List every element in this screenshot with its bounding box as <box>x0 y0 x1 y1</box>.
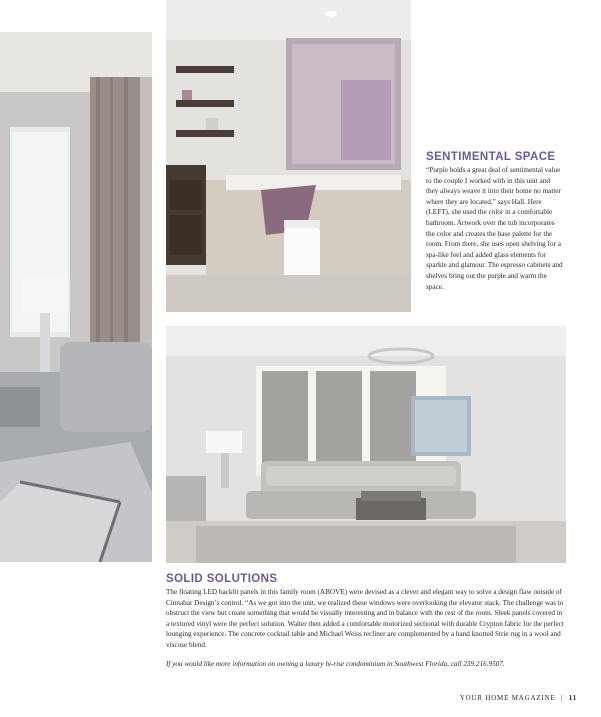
solid-solutions-body: The floating LED backlit panels in this family room (ABOVE) were devised as a clever and elegant way to solve a design flaw outside of Cinnabar Design’s control. “As we got into the unit, we realized these windows were overlooking the elevator stack. The challenge was to obstruct the view but create something that would be visually interesting and in balance with the rest of the room. Sleek panels covered in a textured vinyl were the perfect solution. Walter then added a comfortable motorized sectional with durable Crypton fabric for the perfect lounging experience. The concrete cocktail table and Michael Weiss recliner are complemented by a hand knotted Strie rug in a wool and viscose blend. <box>166 588 564 649</box>
living-room-photo <box>0 32 152 562</box>
sentimental-space-body: “Purple holds a great deal of sentimental value to the couple I worked with in this unit and they always weave it into their home no matter where they are located,” says Hall. Here (LEFT), she used the color in a comfortable bathroom. Artwork over the tub incorporates the color and creates the base palette for the room. From there, she uses open shelving for a spa-like feel and added glass elements for sparkle and glamour. The espresso cabinets and shelves bring out the purple and warm the space. <box>426 166 563 291</box>
solid-solutions-heading: SOLID SOLUTIONS <box>166 573 278 585</box>
solid-solutions-section <box>166 573 566 669</box>
footer-separator: | <box>561 694 564 702</box>
sentimental-space-section <box>426 151 563 292</box>
contact-note: If you would like more information on owning a luxury hi-rise condominium in Southwest Florida, call 239.216.9507. <box>166 659 505 668</box>
page-footer <box>460 694 577 702</box>
magazine-name: YOUR HOME MAGAZINE <box>459 694 556 702</box>
bathroom-photo <box>166 0 411 312</box>
sentimental-space-heading: SENTIMENTAL SPACE <box>426 151 556 163</box>
page-number: 11 <box>568 694 577 702</box>
family-room-photo <box>166 326 566 563</box>
